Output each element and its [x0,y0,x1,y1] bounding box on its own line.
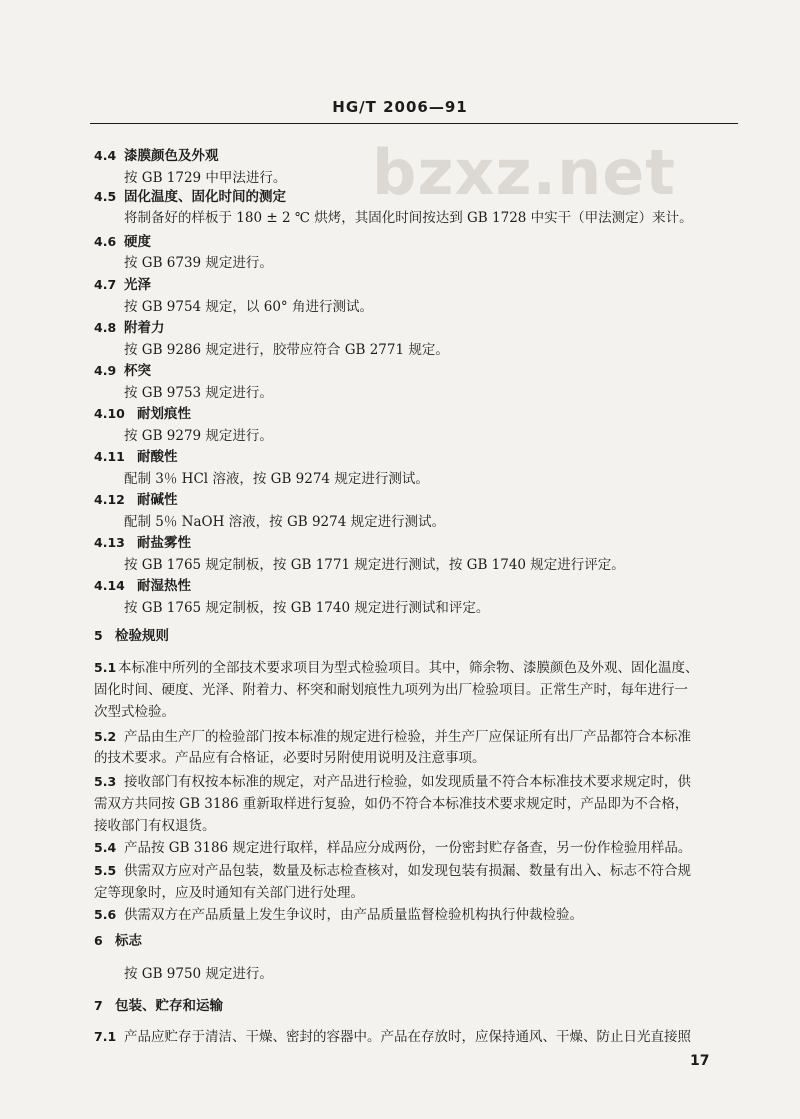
body-text-line: 按 GB 9753 规定进行。 [124,385,273,401]
section-heading: 固化温度、固化时间的测定 [124,189,286,205]
section-number: 4.12 [94,492,125,507]
standard-code-header: HG/T 2006—91 [332,98,468,116]
body-text-line: 需双方共同按 GB 3186 重新取样进行复验，如仍不符合本标准技术要求规定时，产品即为不合格， [94,796,689,812]
section-number: 4.11 [94,449,125,464]
section-number: 5.2 [94,729,117,744]
section-number: 4.14 [94,578,125,593]
section-heading: 光泽 [124,277,151,293]
body-text-line: 接收部门有权按本标准的规定，对产品进行检验，如发现质量不符合本标准技术要求规定时，供 [124,774,691,790]
section-number: 5.1 [94,660,117,675]
section-number: 4.10 [94,406,125,421]
section-number: 4.7 [94,277,117,292]
section-heading: 包装、贮存和运输 [115,998,223,1014]
section-number: 5 [94,628,103,643]
body-text-line: 固化时间、硬度、光泽、附着力、杯突和耐划痕性九项列为出厂检验项目。正常生产时，每年进行一 [94,682,688,698]
body-text-line: 按 GB 6739 规定进行。 [124,255,273,271]
section-number: 4.4 [94,148,117,163]
body-text-line: 按 GB 9279 规定进行。 [124,428,273,444]
body-text-line: 次型式检验。 [94,704,175,720]
section-heading: 耐划痕性 [137,406,191,422]
section-heading: 硬度 [124,234,151,250]
body-text-line: 按 GB 9750 规定进行。 [124,966,273,982]
body-text-line: 按 GB 9286 规定进行，胶带应符合 GB 2771 规定。 [124,342,449,358]
section-number: 7.1 [94,1029,117,1044]
body-text-line: 定等现象时，应及时通知有关部门进行处理。 [94,885,364,901]
section-number: 4.9 [94,363,117,378]
section-heading: 耐酸性 [137,449,178,465]
body-text-line: 供需双方在产品质量上发生争议时，由产品质量监督检验机构执行仲裁检验。 [124,907,583,923]
body-text-line: 产品由生产厂的检验部门按本标准的规定进行检验，并生产厂应保证所有出厂产品都符合本标准 [124,729,691,745]
body-text-line: 本标准中所列的全部技术要求项目为型式检验项目。其中，筛余物、漆膜颜色及外观、固化温度、 [118,660,699,676]
body-text-line: 按 GB 1729 中甲法进行。 [124,170,287,186]
section-number: 5.6 [94,907,117,922]
section-number: 4.5 [94,189,117,204]
section-number: 5.3 [94,774,117,789]
body-text-line: 供需双方应对产品包装，数量及标志检查核对，如发现包装有损漏、数量有出入、标志不符合规 [124,863,691,879]
body-text-line: 按 GB 9754 规定，以 60° 角进行测试。 [124,299,373,315]
section-heading: 漆膜颜色及外观 [124,148,219,164]
body-text-line: 将制备好的样板于 180 ± 2 ℃ 烘烤，其固化时间按达到 GB 1728 中实干（甲法测定）来计。 [124,210,693,226]
watermark: bzxz.net [372,136,676,209]
body-text-line: 按 GB 1765 规定制板，按 GB 1740 规定进行测试和评定。 [124,600,490,616]
section-heading: 检验规则 [115,628,169,644]
page-number: 17 [690,1053,710,1069]
body-text-line: 按 GB 1765 规定制板，按 GB 1771 规定进行测试，按 GB 1740 规定进行评定。 [124,557,625,573]
section-heading: 耐碱性 [137,492,178,508]
section-number: 5.5 [94,863,117,878]
section-number: 4.8 [94,320,117,335]
section-heading: 耐湿热性 [137,578,191,594]
section-number: 6 [94,933,103,948]
body-text-line: 配制 5％ NaOH 溶液，按 GB 9274 规定进行测试。 [124,514,446,530]
body-text-line: 接收部门有权退货。 [94,818,216,834]
section-heading: 耐盐雾性 [137,535,191,551]
section-number: 5.4 [94,840,117,855]
section-heading: 杯突 [124,363,151,379]
body-text-line: 的技术要求。产品应有合格证，必要时另附使用说明及注意事项。 [94,750,486,766]
section-heading: 附着力 [124,320,165,336]
section-number: 7 [94,998,103,1013]
section-number: 4.6 [94,234,117,249]
body-text-line: 产品按 GB 3186 规定进行取样，样品应分成两份，一份密封贮存备查，另一份作检验用样品。 [124,840,692,856]
body-text-line: 配制 3％ HCl 溶液，按 GB 9274 规定进行测试。 [124,471,429,487]
section-heading: 标志 [115,933,142,949]
body-text-line: 产品应贮存于清洁、干燥、密封的容器中。产品在存放时，应保持通风、干燥、防止日光直接照 [124,1029,691,1045]
header-rule [90,123,738,124]
section-number: 4.13 [94,535,125,550]
